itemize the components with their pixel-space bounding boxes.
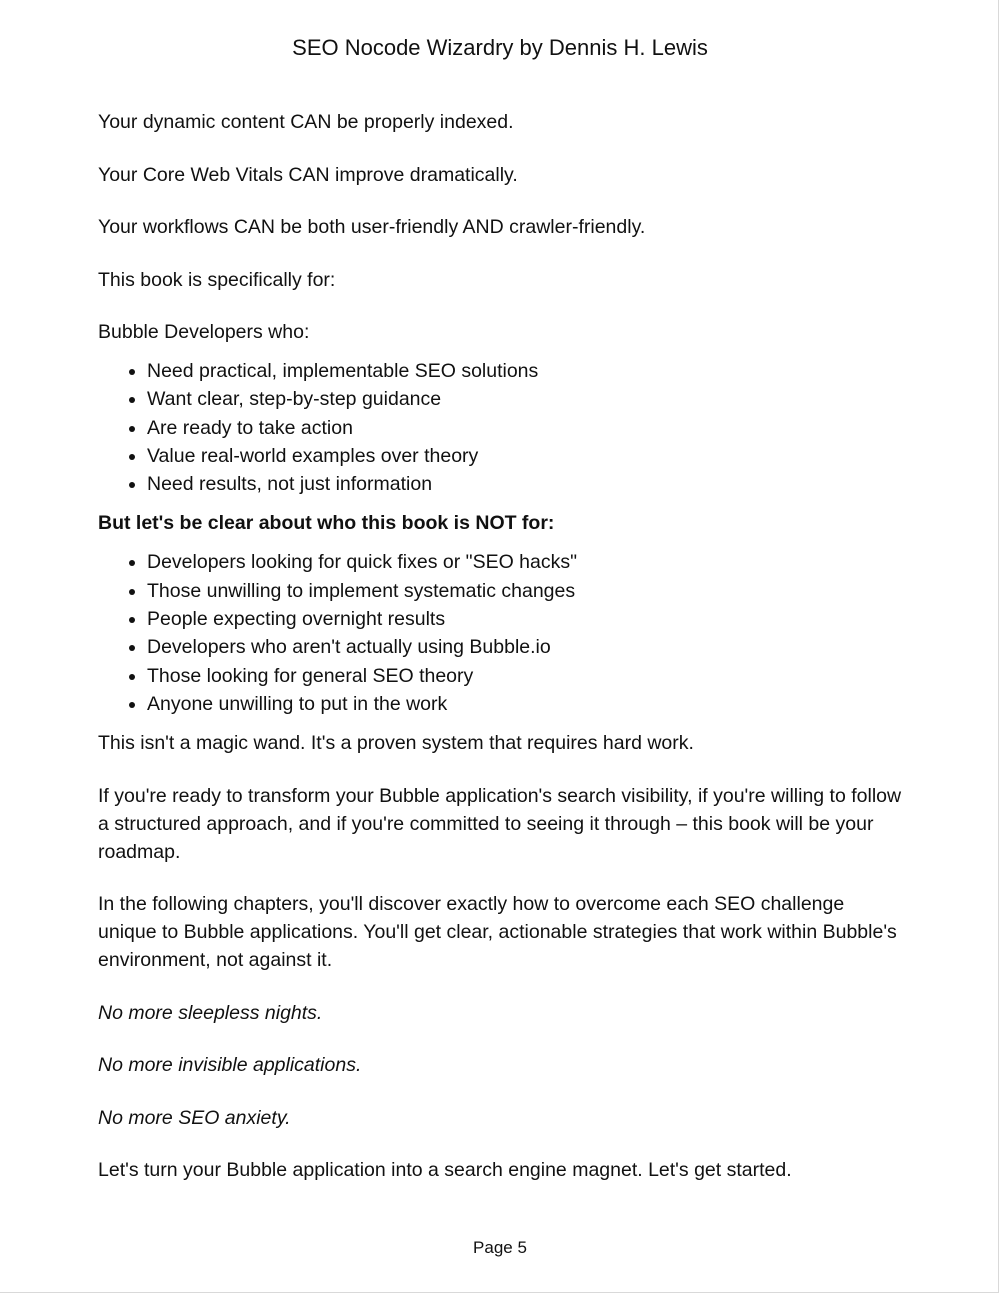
italic-line: No more SEO anxiety. xyxy=(98,1106,291,1129)
paragraph: Let's turn your Bubble application into a search engine magnet. Let's get started. xyxy=(98,1159,792,1182)
list-item: • Want clear, step-by-step guidance xyxy=(147,385,908,413)
paragraph: This book is specifically for: xyxy=(98,268,336,291)
list-item: • Are ready to take action xyxy=(147,414,908,442)
page-body xyxy=(98,108,908,1209)
list-item: • Need results, not just information xyxy=(147,470,908,498)
page-number: Page 5 xyxy=(473,1238,527,1257)
audience-for-list xyxy=(98,357,908,498)
list-item: • Anyone unwilling to put in the work xyxy=(147,690,908,718)
list-item: • Those looking for general SEO theory xyxy=(147,662,908,690)
paragraph: In the following chapters, you'll discover exactly how to overcome each SEO challenge unique to Bubble applications. You'll get clear, actionable strategies that work within Bubble's environment, not against it. xyxy=(98,893,897,972)
list-item: • Developers looking for quick fixes or "SEO hacks" xyxy=(147,548,908,576)
paragraph: Bubble Developers who: xyxy=(98,321,310,343)
paragraph: Your workflows CAN be both user-friendly AND crawler-friendly. xyxy=(98,216,646,238)
paragraph: Your dynamic content CAN be properly indexed. xyxy=(98,111,514,133)
list-item: • People expecting overnight results xyxy=(147,605,908,633)
paragraph: This isn't a magic wand. It's a proven system that requires hard work. xyxy=(98,732,694,755)
italic-line: No more invisible applications. xyxy=(98,1054,362,1077)
list-item: • Developers who aren't actually using Bubble.io xyxy=(147,633,908,661)
section-heading: But let's be clear about who this book is NOT for: xyxy=(98,512,555,535)
paragraph: If you're ready to transform your Bubble application's search visibility, if you're willing to follow a structured approach, and if you're committed to seeing it through – this book will be your roadmap. xyxy=(98,784,902,863)
italic-line: No more sleepless nights. xyxy=(98,1001,323,1024)
audience-not-for-list xyxy=(98,548,908,718)
list-item: • Value real-world examples over theory xyxy=(147,442,908,470)
list-item: • Those unwilling to implement systematic changes xyxy=(147,577,908,605)
running-header: SEO Nocode Wizardry by Dennis H. Lewis xyxy=(292,35,708,60)
paragraph: Your Core Web Vitals CAN improve dramatically. xyxy=(98,163,518,186)
list-item: • Need practical, implementable SEO solutions xyxy=(147,357,908,385)
